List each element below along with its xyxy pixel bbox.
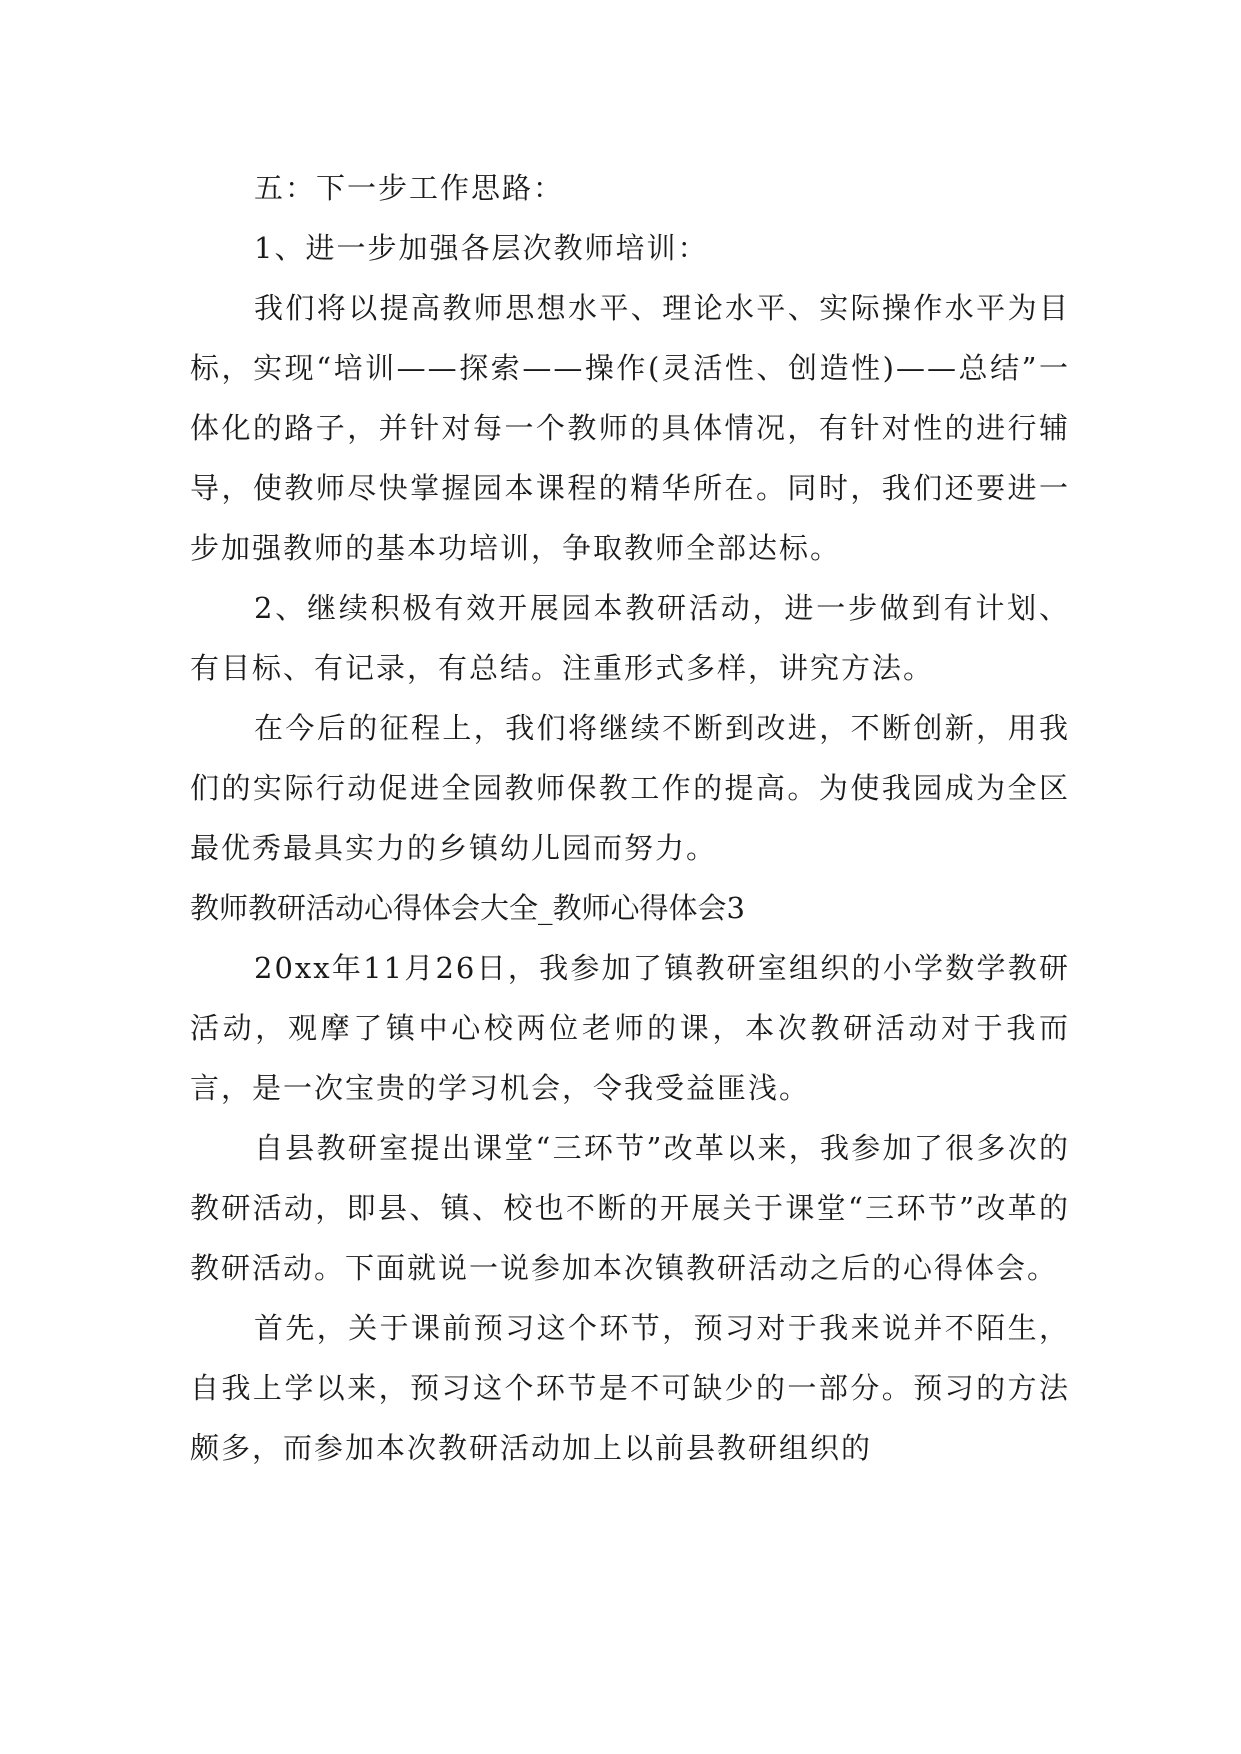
body-paragraph: 2、继续积极有效开展园本教研活动，进一步做到有计划、有目标、有记录，有总结。注重形式多样，讲究方法。 — [190, 591, 1070, 685]
body-paragraph: 在今后的征程上，我们将继续不断到改进，不断创新，用我们的实际行动促进全园教师保教工作的提高。为使我园成为全区最优秀最具实力的乡镇幼儿园而努力。 — [190, 711, 1070, 865]
body-paragraph: 首先，关于课前预习这个环节，预习对于我来说并不陌生，自我上学以来，预习这个环节是不可缺少的一部分。预习的方法颇多，而参加本次教研活动加上以前县教研组织的 — [190, 1311, 1070, 1465]
body-paragraph: 20xx年11月26日，我参加了镇教研室组织的小学数学教研活动，观摩了镇中心校两位老师的课，本次教研活动对于我而言，是一次宝贵的学习机会，令我受益匪浅。 — [190, 951, 1070, 1105]
body-paragraph: 自县教研室提出课堂“三环节”改革以来，我参加了很多次的教研活动，即县、镇、校也不断的开展关于课堂“三环节”改革的教研活动。下面就说一说参加本次镇教研活动之后的心得体会。 — [190, 1131, 1070, 1285]
article-title: 教师教研活动心得体会大全_教师心得体会3 — [190, 891, 745, 925]
section-heading: 五：下一步工作思路： — [254, 171, 565, 205]
document-body — [190, 158, 1070, 1478]
subsection-heading: 1、进一步加强各层次教师培训： — [254, 231, 709, 265]
body-paragraph: 我们将以提高教师思想水平、理论水平、实际操作水平为目标，实现“培训——探索——操作(灵活性、创造性)——总结”一体化的路子，并针对每一个教师的具体情况，有针对性的进行辅导，使教师尽快掌握园本课程的精华所在。同时，我们还要进一步加强教师的基本功培训，争取教师全部达标。 — [190, 291, 1070, 565]
